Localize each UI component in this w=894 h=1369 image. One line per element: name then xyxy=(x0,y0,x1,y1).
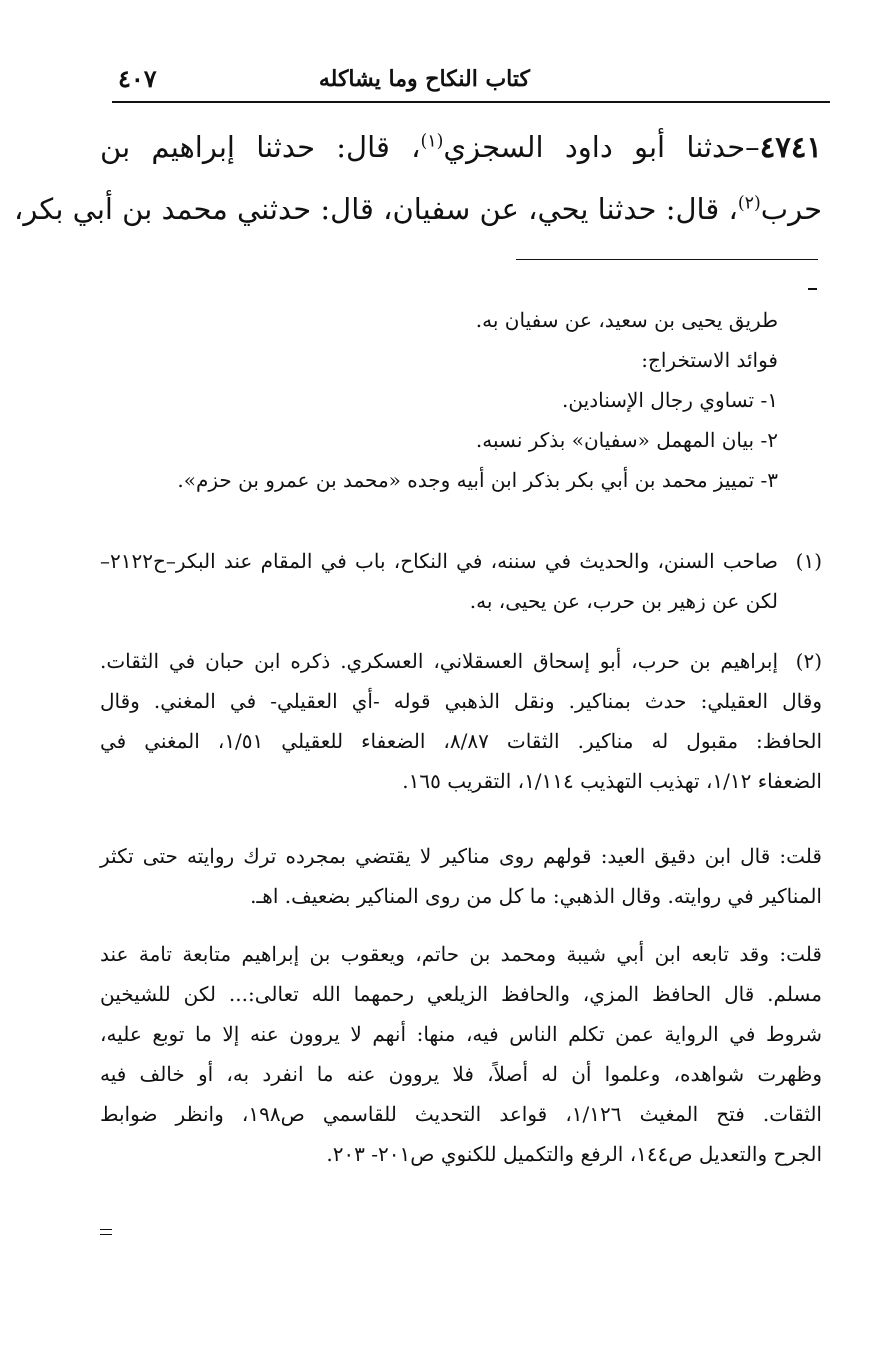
footnote-line: الحافظ: مقبول له مناكير. الثقات ٨/٨٧، الضعفاء للعقيلي ١/٥١، المغني في xyxy=(100,729,822,753)
footnote-1 xyxy=(100,541,822,621)
page-number: ٤٠٧ xyxy=(118,64,157,93)
footnote-line: قلت: قال ابن دقيق العيد: قولهم روى مناكير لا يقتضي بمجرده ترك روايته حتى تكثر xyxy=(100,844,822,868)
footnote-line: طريق يحيى بن سعيد، عن سفيان به. xyxy=(475,308,778,332)
footnote-separator xyxy=(516,259,818,260)
footnote-line: صاحب السنن، والحديث في سننه، في النكاح، باب في المقام عند البكر–ح٢١٢٢– xyxy=(100,549,778,573)
hadith-line-1: ٤٧٤١–حدثنا أبو داود السجزي$^{(١)}$، قال: حدثنا إبراهيم بن xyxy=(100,130,822,164)
footnote-line: الثقات. فتح المغيث ١/١٢٦، قواعد التحديث للقاسمي ص١٩٨، وانظر ضوابط xyxy=(100,1102,822,1126)
hadith-text xyxy=(13,116,822,240)
page-header xyxy=(112,62,830,98)
footnote-ref-2: (٢) xyxy=(737,193,761,214)
footnote-1-marker: (١) xyxy=(795,549,822,573)
footnote-line: وظهرت شواهده، وعلموا أن له أصلاً، فلا يروون عنه ما انفرد به، أو خالف فيه xyxy=(100,1062,823,1086)
footnote-line: مسلم. قال الحافظ المزي، والحافظ الزيلعي رحمهما الله تعالى:... لكن للشيخين xyxy=(100,982,822,1006)
comment-paragraph-2 xyxy=(100,934,822,1174)
hadith-number: ٤٧٤١ xyxy=(759,130,822,164)
footnote-line: المناكير في روايته. وقال الذهبي: ما كل من روى المناكير بضعيف. اهـ. xyxy=(250,884,822,908)
footnote-line: قلت: وقد تابعه ابن أبي شيبة ومحمد بن حاتم، ويعقوب بن إبراهيم متابعة تامة عند xyxy=(100,942,822,966)
comment-paragraph-1 xyxy=(100,836,822,916)
footnote-ref-1: (١) xyxy=(420,131,444,152)
footnote-line: ٣- تمييز محمد بن أبي بكر بذكر ابن أبيه وجده «محمد بن عمرو بن حزم». xyxy=(177,468,778,492)
footnote-continuation xyxy=(100,300,822,500)
footnote-line: لكن عن زهير بن حرب، عن يحيى، به. xyxy=(469,589,778,613)
footnote-line: الضعفاء ١/١٢، تهذيب التهذيب ١/١١٤، التقريب ١٦٥. xyxy=(402,769,822,793)
bottom-margin-mark xyxy=(100,1229,112,1235)
header-rule xyxy=(112,101,830,103)
footnote-line: فوائد الاستخراج: xyxy=(641,348,778,372)
footnote-line: وقال العقيلي: حدث بمناكير. ونقل الذهبي قوله -أي العقيلي- في المغني. وقال xyxy=(100,689,822,713)
footnote-line: الجرح والتعديل ص١٤٤، الرفع والتكميل للكنوي ص٢٠١- ٢٠٣. xyxy=(326,1142,822,1166)
footnote-line: شروط في الرواية عمن تكلم الناس فيه، منها: أنهم لا يروون عنه إلا ما توبع عليه، xyxy=(100,1022,822,1046)
running-title: كتاب النكاح وما يشاكله xyxy=(318,66,530,92)
margin-dash xyxy=(808,288,817,290)
hadith-line-2: حرب$^{(٢)}$، قال: حدثنا يحي، عن سفيان، قال: حدثني محمد بن أبي بكر، xyxy=(13,192,822,226)
footnote-line: إبراهيم بن حرب، أبو إسحاق العسقلاني، العسكري. ذكره ابن حبان في الثقات. xyxy=(100,649,778,673)
footnote-2 xyxy=(100,641,822,801)
footnote-2-marker: (٢) xyxy=(795,649,822,673)
footnote-line: ٢- بيان المهمل «سفيان» بذكر نسبه. xyxy=(475,428,778,452)
footnote-line: ١- تساوي رجال الإسنادين. xyxy=(562,388,778,412)
